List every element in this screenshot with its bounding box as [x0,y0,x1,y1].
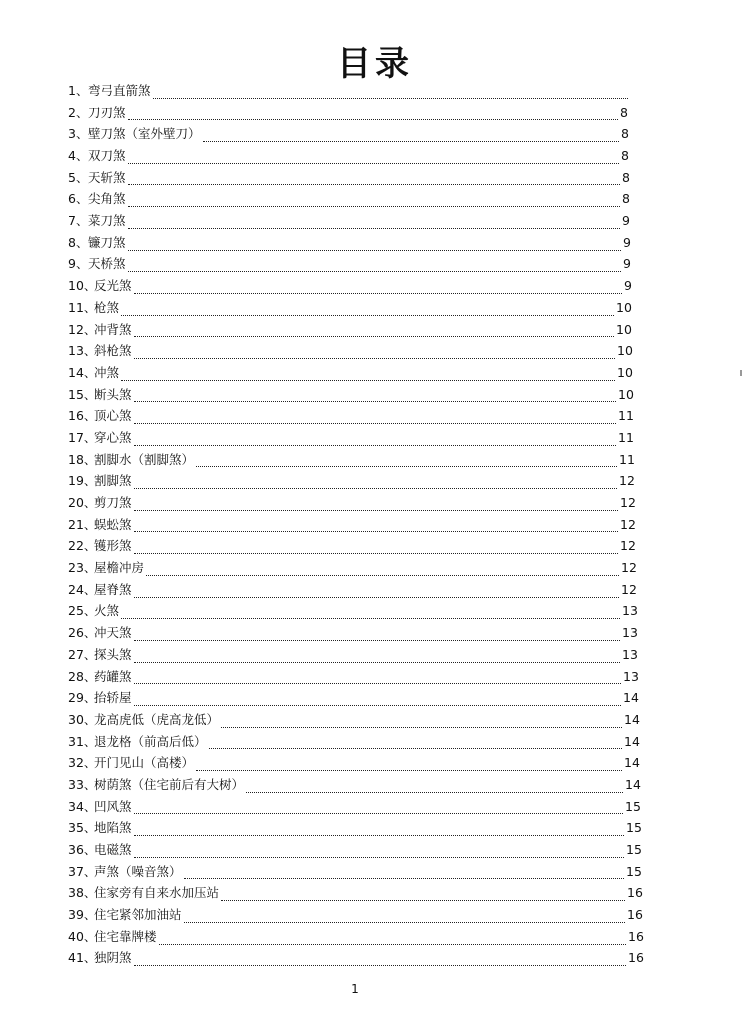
toc-entry-label: 15、 [68,386,97,402]
toc-leader-dots [134,597,619,598]
toc-entry [68,644,638,666]
toc-entry [68,579,638,601]
toc-leader-dots [128,206,620,207]
toc-entry-title: 镬形煞 [94,538,132,554]
toc-page-number: 9 [623,256,631,272]
toc-page-number: 15 [626,842,642,858]
toc-entry [68,297,638,319]
toc-page-number: 16 [628,950,644,966]
toc-entry-title: 割脚水（割脚煞） [94,451,195,467]
toc-page-number: 12 [621,560,637,576]
toc-entry-label: 9、 [68,256,89,272]
toc-page-number: 10 [618,386,634,402]
toc-leader-dots [221,727,622,728]
toc-page-number: 14 [623,690,639,706]
toc-entry-label: 39、 [68,907,97,923]
toc-leader-dots [128,271,621,272]
toc-entry [68,601,638,623]
toc-entry-title: 住宅靠牌楼 [94,928,157,944]
toc-entry-label: 32、 [68,755,97,771]
toc-entry [68,557,638,579]
toc-entry [68,731,638,753]
toc-entry-title: 开门见山（高楼） [94,755,195,771]
toc-entry-label: 40、 [68,928,97,944]
toc-entry-title: 双刀煞 [88,148,126,164]
toc-leader-dots [134,662,620,663]
toc-entry [68,384,638,406]
toc-entry-label: 22、 [68,538,97,554]
toc-entry-label: 25、 [68,603,97,619]
toc-entry [68,232,638,254]
toc-page-number: 13 [623,668,639,684]
toc-entry-title: 断头煞 [94,386,132,402]
toc-entry-title: 抬轿屋 [94,690,132,706]
toc-entry-title: 壁刀煞（室外壁刀） [88,126,201,142]
toc-leader-dots [184,878,624,879]
toc-entry-label: 37、 [68,863,97,879]
toc-entry [68,666,638,688]
toc-entry [68,948,644,970]
toc-leader-dots [146,575,619,576]
toc-entry-title: 探头煞 [94,646,132,662]
toc-entry [68,427,638,449]
toc-entry-title: 枪煞 [94,299,120,315]
toc-page-number: 8 [622,169,630,185]
toc-entry-label: 16、 [68,408,97,424]
toc-entry-label: 12、 [68,321,97,337]
toc-entry [68,362,638,384]
toc-page-number: 12 [620,495,636,511]
toc-entry [68,687,638,709]
toc-entry-label: 35、 [68,820,97,836]
toc-leader-dots [134,445,616,446]
toc-leader-dots [134,423,616,424]
toc-page-number: 9 [622,213,630,229]
toc-entry-label: 29、 [68,690,97,706]
toc-entry-label: 13、 [68,343,97,359]
toc-entry-label: 10、 [68,278,97,294]
toc-entry-title: 电磁煞 [94,842,132,858]
toc-page-number: 14 [625,776,641,792]
toc-leader-dots [134,401,616,402]
page-title: 目录 [337,44,413,84]
toc-entry [68,80,638,102]
toc-entry-title: 尖角煞 [88,191,126,207]
toc-page-number: 11 [619,451,635,467]
toc-entry [68,449,638,471]
toc-entry-label: 8、 [68,234,89,250]
toc-entry-title: 弯弓直箭煞 [88,82,151,98]
toc-entry-label: 4、 [68,148,89,164]
toc-entry-label: 41、 [68,950,97,966]
toc-page-number: 12 [620,538,636,554]
toc-page-number: 11 [618,429,634,445]
toc-entry [68,904,643,926]
toc-entry [68,492,638,514]
toc-entry [68,102,638,124]
toc-leader-dots [121,315,614,316]
toc-entry-label: 5、 [68,169,89,185]
toc-entry-label: 1、 [68,82,89,98]
toc-page-number: 14 [624,733,640,749]
toc-page-number: 8 [620,104,628,120]
toc-page-number: 8 [621,148,629,164]
toc-entry-title: 退龙格（前高后低） [94,733,207,749]
toc-entry-label: 28、 [68,668,97,684]
toc-entry-title: 菜刀煞 [88,213,126,229]
toc-entry [68,470,638,492]
toc-entry-title: 反光煞 [94,278,132,294]
toc-entry [68,167,638,189]
toc-entry [68,275,638,297]
toc-entry-title: 刀刃煞 [88,104,126,120]
toc-entry-label: 14、 [68,364,97,380]
toc-entry [68,926,644,948]
toc-entry [68,319,638,341]
toc-entry-title: 住宅紧邻加油站 [94,907,182,923]
toc-page-number: 14 [624,755,640,771]
scan-mark [740,370,742,376]
toc-entry [68,254,638,276]
toc-page-number: 16 [627,907,643,923]
toc-leader-dots [203,141,619,142]
toc-entry [68,774,641,796]
toc-leader-dots [134,531,618,532]
toc-leader-dots [128,250,621,251]
toc-leader-dots [134,705,621,706]
toc-entry-title: 冲背煞 [94,321,132,337]
toc-page-number: 15 [626,863,642,879]
toc-leader-dots [134,857,624,858]
toc-page-number: 14 [624,711,640,727]
toc-entry-title: 冲煞 [94,364,120,380]
toc-entry-label: 17、 [68,429,97,445]
toc-leader-dots [134,683,621,684]
toc-leader-dots [196,770,622,771]
toc-entry-title: 蜈蚣煞 [94,516,132,532]
toc-entry [68,622,638,644]
toc-page-number: 16 [627,885,643,901]
toc-entry [68,882,643,904]
toc-entry-label: 30、 [68,711,97,727]
toc-leader-dots [134,835,624,836]
toc-leader-dots [134,813,623,814]
toc-leader-dots [134,293,622,294]
toc-entry-label: 11、 [68,299,97,315]
toc-leader-dots [134,510,618,511]
toc-entry-label: 7、 [68,213,89,229]
toc-page-number: 13 [622,646,638,662]
toc-entry-label: 6、 [68,191,89,207]
toc-leader-dots [159,944,626,945]
toc-leader-dots [196,466,617,467]
toc-page-number: 12 [620,516,636,532]
toc-entry [68,535,638,557]
toc-entry-title: 龙高虎低（虎高龙低） [94,711,220,727]
toc-leader-dots [134,553,618,554]
toc-entry-title: 地陷煞 [94,820,132,836]
toc-page-number: 10 [617,343,633,359]
toc-leader-dots [184,922,625,923]
toc-leader-dots [134,965,626,966]
toc-entry [68,514,638,536]
toc-page-number: 8 [622,191,630,207]
toc-page-number: 15 [626,820,642,836]
toc-page-number: 11 [618,408,634,424]
toc-page-number: 12 [619,473,635,489]
toc-entry-title: 天斩煞 [88,169,126,185]
toc-page-number: 13 [622,603,638,619]
toc-entry [68,210,638,232]
toc-entry-label: 26、 [68,625,97,641]
toc-entry-label: 19、 [68,473,97,489]
toc-entry-label: 33、 [68,776,97,792]
toc-page-number: 10 [616,321,632,337]
toc-entry-title: 斜枪煞 [94,343,132,359]
toc-entry-title: 树荫煞（住宅前后有大树） [94,776,245,792]
toc-entry-title: 火煞 [94,603,120,619]
toc-entry-label: 24、 [68,581,97,597]
toc-leader-dots [153,98,628,99]
toc-entry-title: 顶心煞 [94,408,132,424]
toc-leader-dots [246,792,623,793]
page-number: 1 [351,982,359,996]
toc-page-number: 9 [623,234,631,250]
toc-entry-label: 21、 [68,516,97,532]
toc-entry-title: 屋檐冲房 [94,560,145,576]
toc-entry-label: 2、 [68,104,89,120]
toc-entry [68,752,638,774]
toc-entry-label: 38、 [68,885,97,901]
toc-entry-label: 20、 [68,495,97,511]
toc-entry [68,839,642,861]
toc-leader-dots [134,358,615,359]
toc-leader-dots [128,163,619,164]
toc-entry-title: 镰刀煞 [88,234,126,250]
toc-entry-title: 穿心煞 [94,429,132,445]
toc-leader-dots [128,184,620,185]
table-of-contents [68,80,644,969]
toc-leader-dots [128,119,618,120]
toc-leader-dots [134,336,614,337]
toc-leader-dots [134,640,620,641]
toc-entry [68,405,638,427]
toc-leader-dots [121,380,615,381]
toc-leader-dots [128,228,620,229]
toc-entry-label: 3、 [68,126,89,142]
toc-entry-title: 声煞（噪音煞） [94,863,182,879]
toc-entry-title: 天桥煞 [88,256,126,272]
toc-entry-label: 31、 [68,733,97,749]
toc-page-number: 12 [621,581,637,597]
toc-entry-title: 药罐煞 [94,668,132,684]
toc-entry-label: 23、 [68,560,97,576]
toc-entry [68,796,641,818]
toc-page-number: 8 [621,126,629,142]
toc-entry-label: 36、 [68,842,97,858]
toc-entry [68,123,638,145]
toc-page-number: 16 [628,928,644,944]
toc-entry [68,340,638,362]
toc-leader-dots [121,618,620,619]
toc-entry [68,188,638,210]
toc-leader-dots [134,488,617,489]
toc-entry-title: 住家旁有自来水加压站 [94,885,220,901]
toc-entry [68,709,638,731]
toc-page-number: 15 [625,798,641,814]
toc-entry-title: 独阴煞 [94,950,132,966]
toc-entry-title: 割脚煞 [94,473,132,489]
toc-entry-label: 34、 [68,798,97,814]
toc-page-number: 9 [624,278,632,294]
toc-entry [68,817,642,839]
toc-leader-dots [209,748,622,749]
toc-entry-label: 27、 [68,646,97,662]
toc-entry-title: 剪刀煞 [94,495,132,511]
toc-entry-title: 凹风煞 [94,798,132,814]
toc-page-number: 10 [617,364,633,380]
toc-entry [68,861,642,883]
toc-page-number: 10 [616,299,632,315]
toc-entry-label: 18、 [68,451,97,467]
toc-leader-dots [221,900,625,901]
toc-entry-title: 冲天煞 [94,625,132,641]
toc-entry [68,145,638,167]
toc-entry-title: 屋脊煞 [94,581,132,597]
toc-page-number: 13 [622,625,638,641]
